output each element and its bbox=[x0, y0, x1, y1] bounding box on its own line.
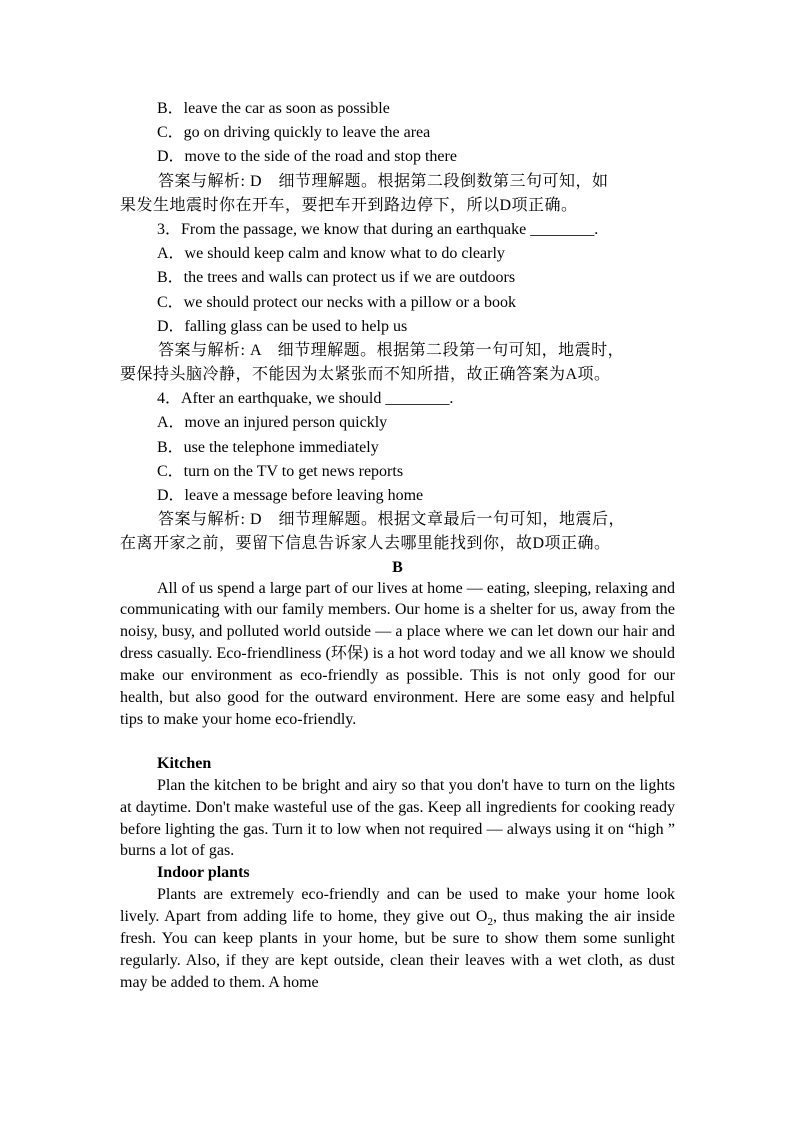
q4-option-b: B．use the telephone immediately bbox=[157, 438, 379, 456]
section-label: B bbox=[392, 558, 403, 576]
kitchen-heading: Kitchen bbox=[157, 754, 212, 772]
document-content bbox=[120, 97, 675, 994]
q2-answer-line-1: 答案与解析: D 细节理解题。根据第二段倒数第三句可知，如 bbox=[158, 172, 609, 190]
plants-heading: Indoor plants bbox=[157, 864, 250, 882]
q4-option-d: D．leave a message before leaving home bbox=[157, 487, 424, 504]
q4-option-a: A．move an injured person quickly bbox=[157, 414, 388, 432]
plants-text-1: Plants are extremely eco-friendly and can be used to make your home look lively. Apart from adding life to home, they give out O bbox=[120, 886, 675, 926]
q3-option-c: C．we should protect our necks with a pillow or a book bbox=[157, 293, 517, 311]
q2-option-b: B．leave the car as soon as possible bbox=[157, 100, 390, 117]
q4-option-c: C．turn on the TV to get news reports bbox=[157, 462, 404, 480]
q4-stem: 4．After an earthquake, we should ________. bbox=[157, 390, 454, 408]
plants-text-2: , thus making the air inside fresh. You can keep plants in your home, but be sure to show them some sunlight regularly. Also, if they are kept outside, clean their leaves with a wet cloth, as dust may be added to them. A home bbox=[120, 908, 676, 991]
q3-answer-line-1: 答案与解析: A 细节理解题。根据第二段第一句可知，地震时， bbox=[158, 341, 625, 359]
q2-option-c: C．go on driving quickly to leave the area bbox=[157, 124, 431, 142]
q4-answer-line-1: 答案与解析: D 细节理解题。根据文章最后一句可知，地震后， bbox=[158, 511, 626, 529]
q2-option-d: D．move to the side of the road and stop there bbox=[157, 148, 457, 166]
q3-answer-line-2: 要保持头脑冷静，不能因为太紧张而不知所措，故正确答案为A项。 bbox=[120, 366, 611, 384]
intro-paragraph bbox=[120, 578, 675, 731]
q4-answer-line-2: 在离开家之前，要留下信息告诉家人去哪里能找到你，故D项正确。 bbox=[120, 535, 611, 553]
q2-answer-line-2: 果发生地震时你在开车，要把车开到路边停下，所以D项正确。 bbox=[120, 196, 578, 214]
oxygen-subscript: 2 bbox=[487, 916, 493, 929]
intro-text: All of us spend a large part of our lives at home — eating, sleeping, relaxing and communicating with our family members. Our home is a shelter for us, away from the noisy, busy, and polluted world outside — a place where we can let down our hair and dress casually. Eco-friendliness (环保) is a hot word today and we all know we should make our environment as eco-friendly as possible. This is not only good for our health, but also good for the outward environment. Here are some easy and helpful tips to make your home eco-friendly. bbox=[120, 579, 675, 728]
q3-option-b: B．the trees and walls can protect us if we are outdoors bbox=[157, 269, 516, 287]
paragraph-gap bbox=[120, 731, 675, 753]
q3-stem: 3．From the passage, we know that during an earthquake ________. bbox=[157, 220, 599, 238]
kitchen-paragraph bbox=[120, 775, 675, 863]
q3-option-a: A．we should keep calm and know what to do clearly bbox=[157, 245, 505, 263]
kitchen-text: Plan the kitchen to be bright and airy so that you don't have to turn on the lights at daytime. Don't make wasteful use of the gas. Keep all ingredients for cooking ready before lighting the gas. Turn it to low when not required — always using it on “high ” burns a lot of gas. bbox=[120, 776, 675, 860]
plants-paragraph bbox=[120, 884, 675, 994]
q3-option-d: D．falling glass can be used to help us bbox=[157, 317, 408, 335]
